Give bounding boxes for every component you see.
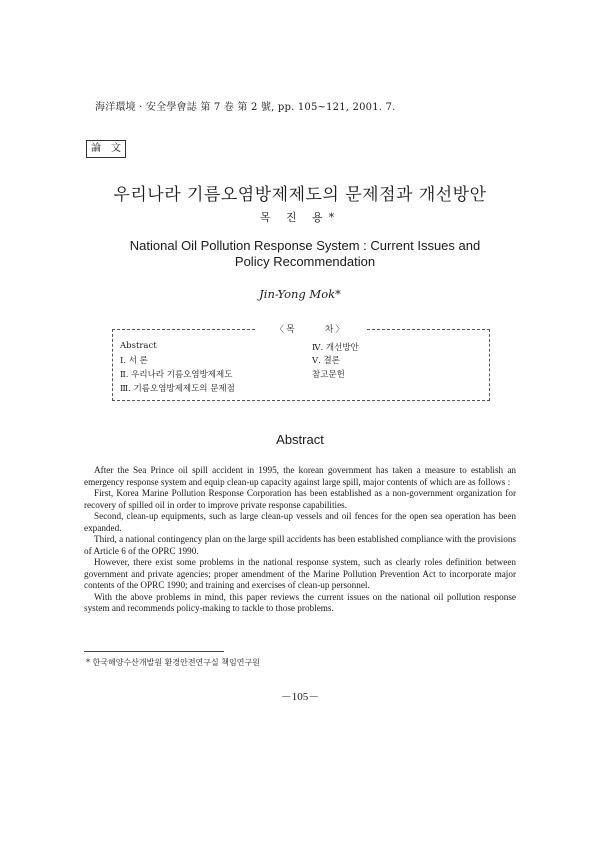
toc-heading-open: 〈목: [275, 325, 297, 335]
korean-title: 우리나라 기름오염방제제도의 문제점과 개선방안: [113, 185, 487, 205]
abstract-paragraph: After the Sea Prince oil spill accident in 1995, the korean government has taken a measure to establish an emergency response system and equip clean-up capacity against large spill, major contents of which are as follows :: [84, 465, 516, 487]
toc-item: Abstract: [120, 341, 157, 351]
abstract-paragraph: With the above problems in mind, this paper reviews the current issues on the national oil pollution response system and recommends policy-making to tackle to those problems.: [84, 591, 516, 613]
abstract-paragraph: Second, clean-up equipments, such as large clean-up vessels and oil fences for the open sea operation has been expanded.: [84, 511, 516, 533]
toc-heading-close: 차〉: [324, 325, 347, 335]
abstract-heading: Abstract: [276, 432, 324, 447]
abstract-paragraph: However, there exist some problems in the national response system, such as clearly roles definition between government and private agencies; proper amendment of the Marine Pollution Prevention Act to incorporate major contents of the OPRC 1990; and training and exercises of clean-up personnel.: [84, 557, 516, 590]
abstract-paragraph: First, Korea Marine Pollution Response Corporation has been established as a non-government organization for recovery of spilled oil in order to improve private response capabilities.: [84, 488, 516, 510]
toc-item: Ⅱ. 우리나라 기름오염방제제도: [120, 370, 233, 380]
page-number: －105－: [280, 691, 320, 703]
article-type-box: 論 文: [86, 140, 126, 158]
toc-item: Ⅴ. 결론: [312, 356, 340, 366]
korean-author: 목 진 용*: [259, 211, 341, 224]
abstract-paragraph: Third, a national contingency plan on the large spill accidents has been established compliance with the provisions of Article 6 of the OPRC 1990.: [84, 534, 516, 556]
english-title: National Oil Pollution Response System : Current Issues and Policy Recommendation: [129, 238, 481, 269]
toc-item: Ⅰ. 서 론: [120, 356, 148, 366]
toc-item: 참고문헌: [312, 370, 345, 380]
toc-item: Ⅳ. 개선방안: [312, 343, 359, 353]
footnote: * 한국해양수산개발원 환경안전연구실 책임연구원: [86, 658, 260, 667]
toc-heading: [255, 322, 366, 335]
journal-citation: 海洋環境 · 安全學會誌 第 7 卷 第 2 號, pp. 105~121, 2001. 7.: [95, 102, 396, 113]
footnote-rule: [84, 651, 224, 652]
abstract-body: [84, 465, 516, 615]
toc-item: Ⅲ. 기름오염방제제도의 문제점: [120, 384, 235, 394]
english-author: Jin-Yong Mok*: [259, 287, 341, 301]
